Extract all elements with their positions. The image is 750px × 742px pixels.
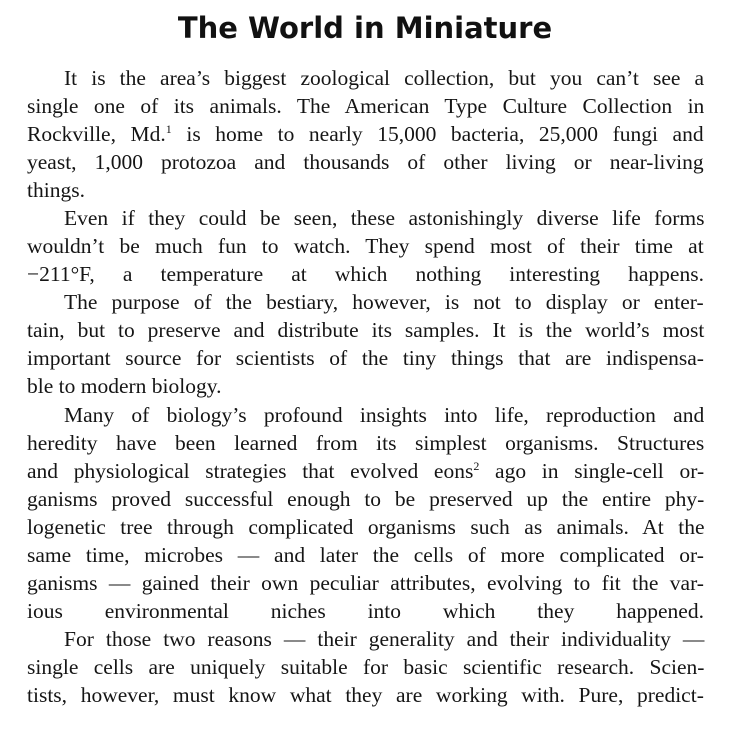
paragraph-3-line-2: tain, but to preserve and distribute its samples. It is the world’s most xyxy=(27,318,705,342)
line-text-continued: ago in single-cell or- xyxy=(479,459,705,483)
paragraph-4-line-1: Many of biology’s profound insights into life, reproduction and xyxy=(64,403,705,427)
paragraph-4-line-2: heredity have been learned from its simplest organisms. Structures xyxy=(27,431,705,455)
paragraph-4-line-3 xyxy=(27,457,704,485)
article-title: The World in Miniature xyxy=(177,11,553,45)
line-text-continued: is home to nearly 15,000 bacteria, 25,000 fungi and xyxy=(171,122,704,146)
paragraph-5-line-1: For those two reasons — their generality and their individuality — xyxy=(64,627,705,651)
paragraph-2-line-1: Even if they could be seen, these astonishingly diverse life forms xyxy=(64,206,705,230)
paragraph-4-line-8: ious environmental niches into which they happened. xyxy=(27,599,704,623)
line-text: and physiological strategies that evolved eons xyxy=(27,459,474,483)
paragraph-4-line-7: ganisms — gained their own peculiar attributes, evolving to fit the var- xyxy=(27,571,704,595)
paragraph-1-line-1: It is the area’s biggest zoological collection, but you can’t see a xyxy=(64,66,705,90)
paragraph-5-line-2: single cells are uniquely suitable for basic scientific research. Scien- xyxy=(27,655,705,679)
paragraph-4-line-5: logenetic tree through complicated organisms such as animals. At the xyxy=(27,515,705,539)
line-text: Rockville, Md. xyxy=(27,122,166,146)
paragraph-1-line-5: things. xyxy=(27,178,85,202)
paragraph-3-line-4: ble to modern biology. xyxy=(27,374,222,398)
paragraph-2-line-2: wouldn’t be much fun to watch. They spend most of their time at xyxy=(27,234,704,258)
paragraph-4-line-4: ganisms proved successful enough to be preserved up the entire phy- xyxy=(27,487,705,511)
footnote-marker-2: 2 xyxy=(473,459,480,473)
footnote-marker-1: 1 xyxy=(165,122,172,136)
paragraph-4-line-6: same time, microbes — and later the cells of more complicated or- xyxy=(27,543,704,567)
paragraph-1-line-3 xyxy=(27,120,704,148)
paragraph-5-line-3: tists, however, must know what they are working with. Pure, predict- xyxy=(27,683,704,707)
paragraph-1-line-4: yeast, 1,000 protozoa and thousands of other living or near-living xyxy=(27,150,704,174)
paragraph-3-line-3: important source for scientists of the tiny things that are indispensa- xyxy=(27,346,704,370)
paragraph-2-line-3: −211°F, a temperature at which nothing interesting happens. xyxy=(27,262,704,286)
paragraph-3-line-1: The purpose of the bestiary, however, is not to display or enter- xyxy=(64,290,704,314)
paragraph-1-line-2: single one of its animals. The American Type Culture Collection in xyxy=(27,94,705,118)
